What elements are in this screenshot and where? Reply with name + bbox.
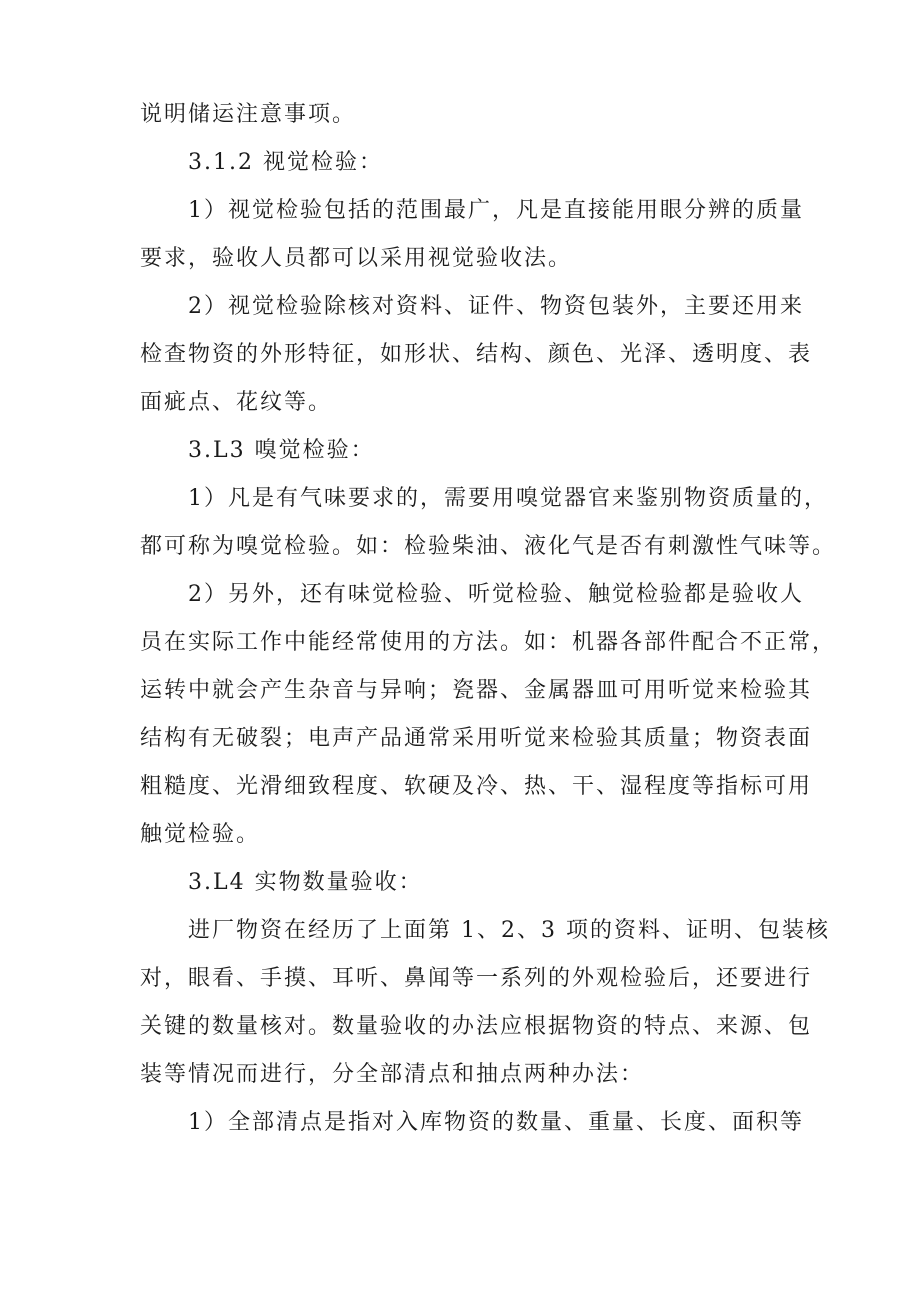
section-heading: 3.L4 实物数量验收： [188, 870, 423, 895]
text-line: 说明储运注意事项。 [140, 102, 357, 127]
text-line: 粗糙度、光滑细致程度、软硬及冷、热、干、湿程度等指标可用 [140, 774, 813, 799]
text-line: 关键的数量核对。数量验收的办法应根据物资的特点、来源、包 [140, 1014, 813, 1039]
text-line: 进厂物资在经历了上面第 1、2、3 项的资料、证明、包装核 [188, 918, 830, 943]
text-line: 要求，验收人员都可以采用视觉验收法。 [140, 246, 573, 271]
text-line: 装等情况而进行，分全部清点和抽点两种办法： [140, 1062, 645, 1087]
text-line: 2）视觉检验除核对资料、证件、物资包装外，主要还用来 [188, 294, 804, 319]
text-line: 对，眼看、手摸、耳听、鼻闻等一系列的外观检验后，还要进行 [140, 966, 813, 991]
text-line: 运转中就会产生杂音与异响；瓷器、金属器皿可用听觉来检验其 [140, 678, 813, 703]
text-line: 员在实际工作中能经常使用的方法。如：机器各部件配合不正常， [140, 630, 837, 655]
section-heading: 3.1.2 视觉检验： [188, 150, 383, 175]
section-heading: 3.L3 嗅觉检验： [188, 438, 375, 463]
text-line: 1）视觉检验包括的范围最广，凡是直接能用眼分辨的质量 [188, 198, 804, 223]
text-line: 触觉检验。 [140, 822, 261, 847]
text-line: 检查物资的外形特征，如形状、结构、颜色、光泽、透明度、表 [140, 342, 813, 367]
text-line: 1）凡是有气味要求的，需要用嗅觉器官来鉴别物资质量的， [188, 486, 828, 511]
text-line: 都可称为嗅觉检验。如：检验柴油、液化气是否有刺激性气味等。 [140, 534, 837, 559]
text-line: 面疵点、花纹等。 [140, 390, 333, 415]
text-line: 结构有无破裂；电声产品通常采用听觉来检验其质量；物资表面 [140, 726, 813, 751]
text-line: 1）全部清点是指对入库物资的数量、重量、长度、面积等 [188, 1110, 804, 1135]
text-line: 2）另外，还有味觉检验、听觉检验、触觉检验都是验收人 [188, 582, 804, 607]
